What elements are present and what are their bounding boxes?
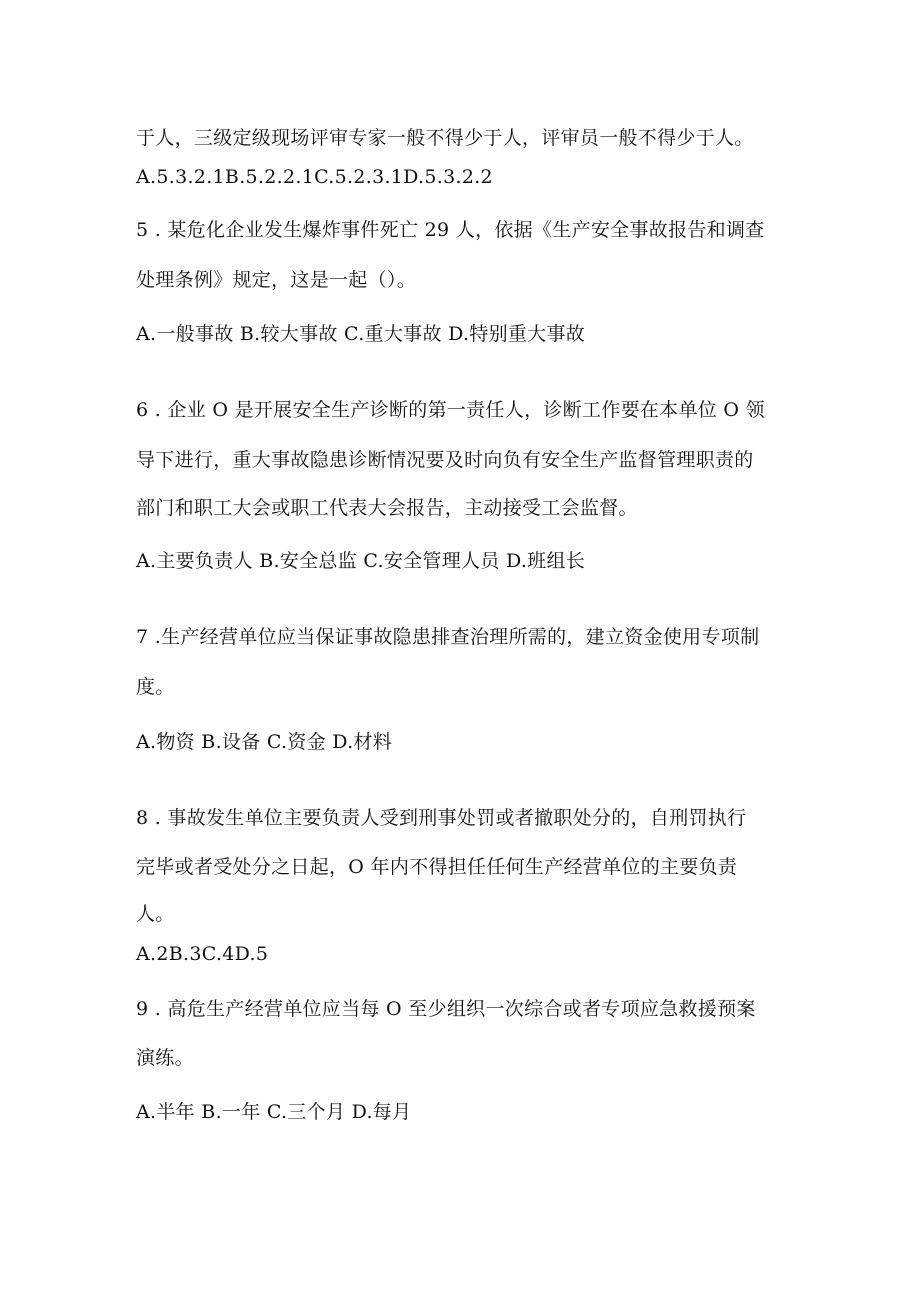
- question-7-stem-line-1: 7 .生产经营单位应当保证事故隐患排查治理所需的，建立资金使用专项制: [136, 626, 760, 648]
- question-9-stem-line-2: 演练。: [136, 1047, 194, 1069]
- question-5-stem-line-1: 5 . 某危化企业发生爆炸事件死亡 29 人，依据《生产安全事故报告和调查: [136, 219, 765, 241]
- question-9-stem-line-1: 9 . 高危生产经营单位应当每 O 至少组织一次综合或者专项应急救援预案: [136, 998, 756, 1020]
- question-8-stem-line-3: 人。: [136, 903, 175, 925]
- question-6-stem-line-3: 部门和职工大会或职工代表大会报告，主动接受工会监督。: [136, 497, 638, 519]
- question-5-options: A.一般事故 B.较大事故 C.重大事故 D.特别重大事故: [136, 323, 586, 345]
- question-6-options: A.主要负责人 B.安全总监 C.安全管理人员 D.班组长: [136, 550, 586, 572]
- question-8-stem-line-2: 完毕或者受处分之日起，O 年内不得担任任何生产经营单位的主要负责: [136, 856, 738, 878]
- question-8-options: A.2B.3C.4D.5: [136, 943, 269, 965]
- question-8-stem-line-1: 8 . 事故发生单位主要负责人受到刑事处罚或者撤职处分的，自刑罚执行: [136, 807, 747, 829]
- question-7-stem-line-2: 度。: [136, 676, 175, 698]
- question-5-stem-line-2: 处理条例》规定，这是一起（）。: [136, 269, 417, 291]
- question-4-stem-continuation: 于人，三级定级现场评审专家一般不得少于人，评审员一般不得少于人。: [136, 127, 754, 149]
- question-9-options: A.半年 B.一年 C.三个月 D.每月: [136, 1101, 412, 1123]
- question-6-stem-line-2: 导下进行，重大事故隐患诊断情况要及时向负有安全生产监督管理职责的: [136, 449, 754, 471]
- question-7-options: A.物资 B.设备 C.资金 D.材料: [136, 731, 393, 753]
- question-6-stem-line-1: 6 . 企业 O 是开展安全生产诊断的第一责任人，诊断工作要在本单位 O 领: [136, 399, 765, 421]
- question-4-options: A.5.3.2.1B.5.2.2.1C.5.2.3.1D.5.3.2.2: [136, 166, 493, 188]
